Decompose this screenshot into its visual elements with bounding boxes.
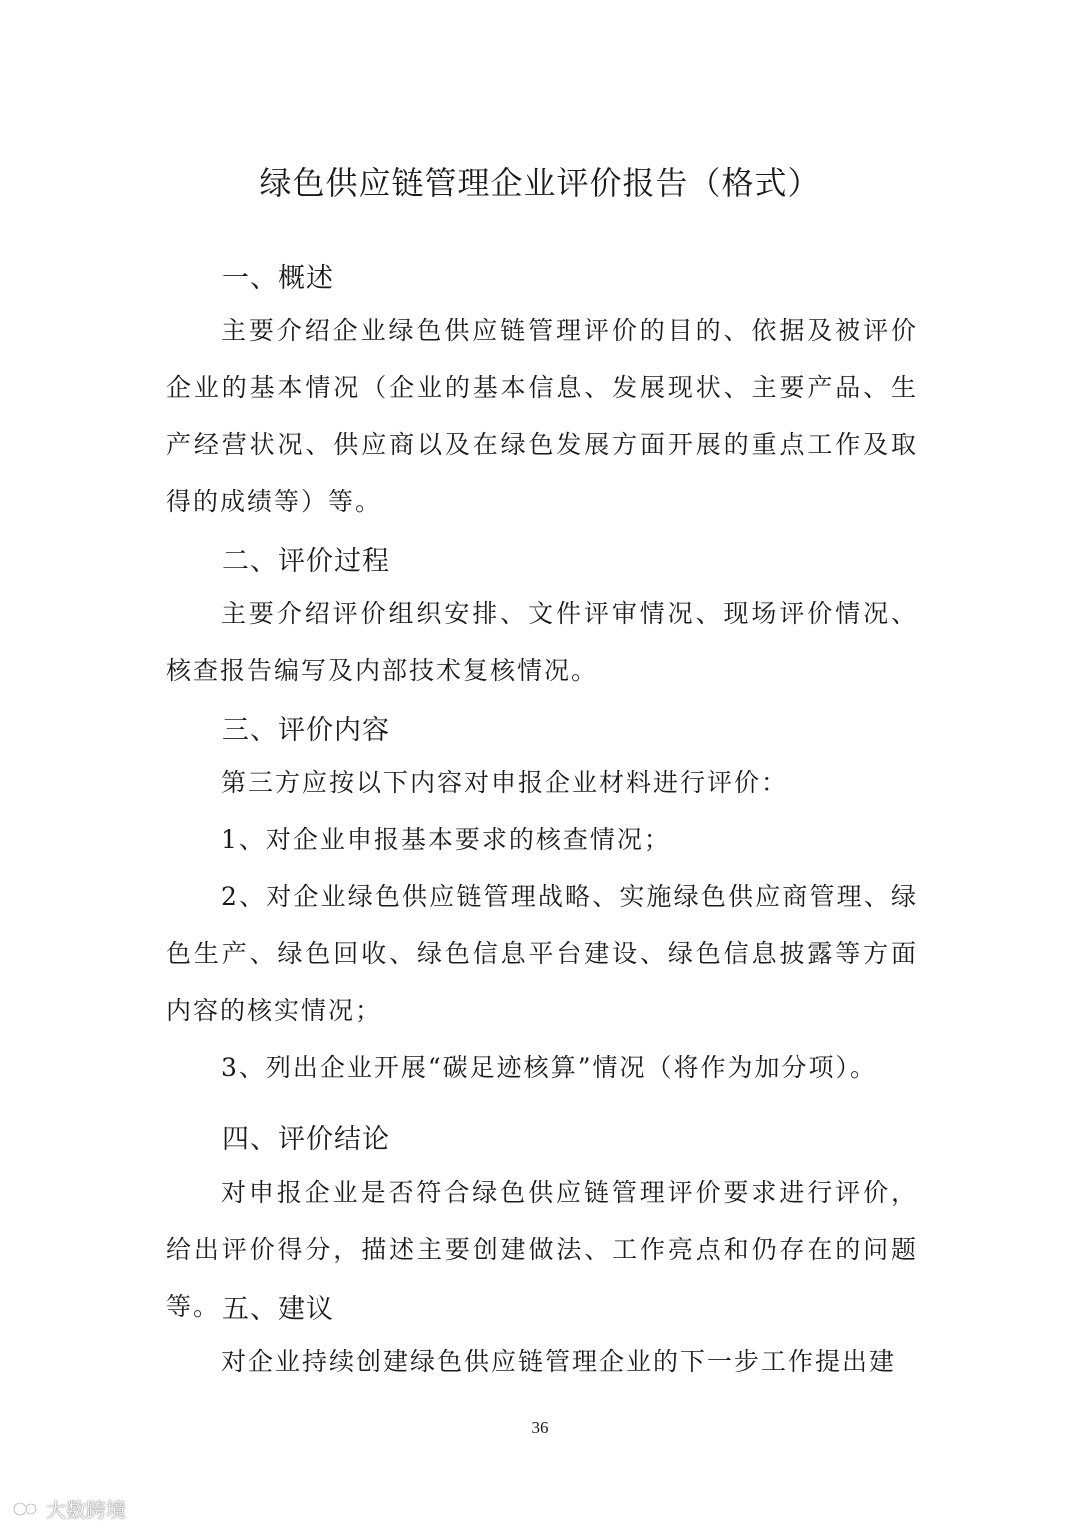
section-heading-overview: 一、概述: [222, 263, 334, 294]
section-paragraph-overview: 主要介绍企业绿色供应链管理评价的目的、依据及被评价企业的基本情况（企业的基本信息、发展现状、主要产品、生产经营状况、供应商以及在绿色发展方面开展的重点工作及取得的成绩等）等。: [166, 316, 918, 516]
section-heading-content: 三、评价内容: [222, 715, 390, 746]
page-number: 36: [531, 1418, 549, 1437]
content-item-1: 1、对企业申报基本要求的核查情况；: [221, 825, 671, 854]
watermark-logo-icon: [12, 1498, 40, 1520]
content-item-2: 2、对企业绿色供应链管理战略、实施绿色供应商管理、绿色生产、绿色回收、绿色信息平台建设、绿色信息披露等方面内容的核实情况；: [166, 882, 918, 1025]
section-heading-conclusion: 四、评价结论: [222, 1124, 390, 1155]
watermark: [12, 1494, 126, 1523]
section-heading-suggestion: 五、建议: [222, 1294, 334, 1325]
section-intro-content: 第三方应按以下内容对申报企业材料进行评价：: [221, 768, 789, 797]
section-paragraph-conclusion: 对申报企业是否符合绿色供应链管理评价要求进行评价，给出评价得分，描述主要创建做法、工作亮点和仍存在的问题等。: [166, 1178, 918, 1321]
document-title: 绿色供应链管理企业评价报告（格式）: [259, 164, 821, 202]
section-heading-process: 二、评价过程: [222, 546, 390, 577]
section-paragraph-suggestion: 对企业持续创建绿色供应链管理企业的下一步工作提出建: [221, 1347, 897, 1376]
section-paragraph-process: 主要介绍评价组织安排、文件评审情况、现场评价情况、核查报告编写及内部技术复核情况。: [166, 599, 918, 685]
watermark-text: 大数跨境: [46, 1498, 126, 1522]
content-item-3: 3、列出企业开展“碳足迹核算”情况（将作为加分项）。: [221, 1053, 877, 1082]
